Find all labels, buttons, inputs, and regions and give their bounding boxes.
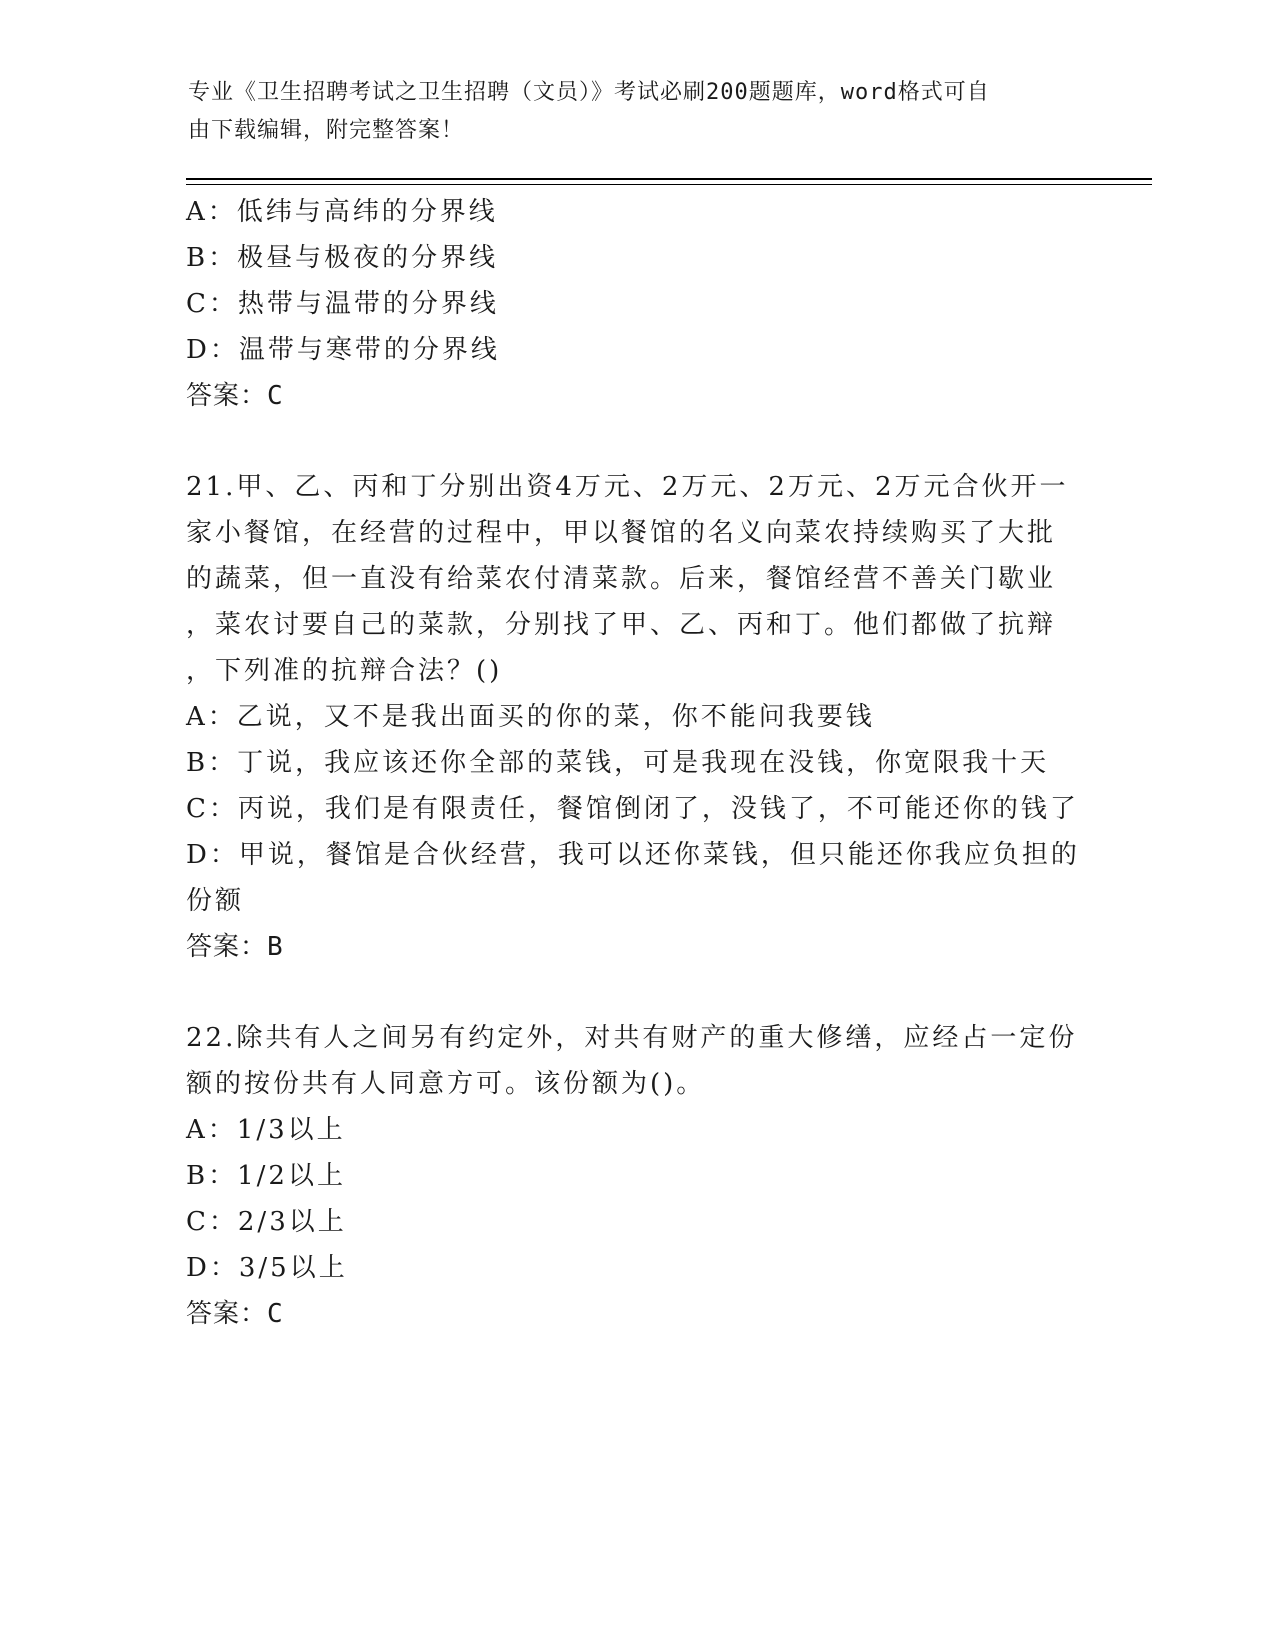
header-divider-thick <box>186 178 1152 180</box>
answer-line: 答案：B <box>186 932 284 962</box>
question-22 <box>186 1015 1086 1337</box>
option-d: D：甲说，餐馆是合伙经营，我可以还你菜钱，但只能还你我应负担的 <box>186 840 1080 870</box>
option-c: C：热带与温带的分界线 <box>186 289 499 319</box>
document-header <box>188 74 1068 150</box>
option-a: A：乙说，又不是我出面买的你的菜，你不能问我要钱 <box>186 702 875 732</box>
option-a: A：1/3以上 <box>186 1115 346 1145</box>
option-d-continued: 份额 <box>186 886 245 916</box>
header-line-1: 专业《卫生招聘考试之卫生招聘（文员）》考试必刷200题题库，word格式可自 <box>188 80 990 105</box>
question-21 <box>186 464 1086 970</box>
header-divider-thin <box>186 184 1152 185</box>
answer-line: 答案：C <box>186 381 284 411</box>
option-d: D：温带与寒带的分界线 <box>186 335 500 365</box>
option-b: B：极昼与极夜的分界线 <box>186 243 499 273</box>
question-20 <box>186 189 1086 419</box>
option-c: C：丙说，我们是有限责任，餐馆倒闭了，没钱了，不可能还你的钱了 <box>186 794 1079 824</box>
question-content <box>186 189 1086 1337</box>
question-stem-line: 家小餐馆，在经营的过程中，甲以餐馆的名义向菜农持续购买了大批 <box>186 518 1057 548</box>
question-stem-line: ，菜农讨要自己的菜款，分别找了甲、乙、丙和丁。他们都做了抗辩 <box>186 610 1057 640</box>
header-line-2: 由下载编辑，附完整答案！ <box>188 118 465 143</box>
question-stem-line: 21.甲、乙、丙和丁分别出资4万元、2万元、2万元、2万元合伙开一 <box>186 472 1069 502</box>
question-stem-line: 的蔬菜，但一直没有给菜农付清菜款。后来，餐馆经营不善关门歇业 <box>186 564 1057 594</box>
question-stem-line: 额的按份共有人同意方可。该份额为()。 <box>186 1069 706 1099</box>
option-b: B：1/2以上 <box>186 1161 346 1191</box>
answer-line: 答案：C <box>186 1299 284 1329</box>
option-d: D：3/5以上 <box>186 1253 348 1283</box>
option-a: A：低纬与高纬的分界线 <box>186 197 498 227</box>
question-stem-line: 22.除共有人之间另有约定外，对共有财产的重大修缮，应经占一定份 <box>186 1023 1078 1053</box>
option-c: C：2/3以上 <box>186 1207 347 1237</box>
option-b: B：丁说，我应该还你全部的菜钱，可是我现在没钱，你宽限我十天 <box>186 748 1050 778</box>
question-stem-line: ，下列准的抗辩合法？() <box>186 656 503 686</box>
